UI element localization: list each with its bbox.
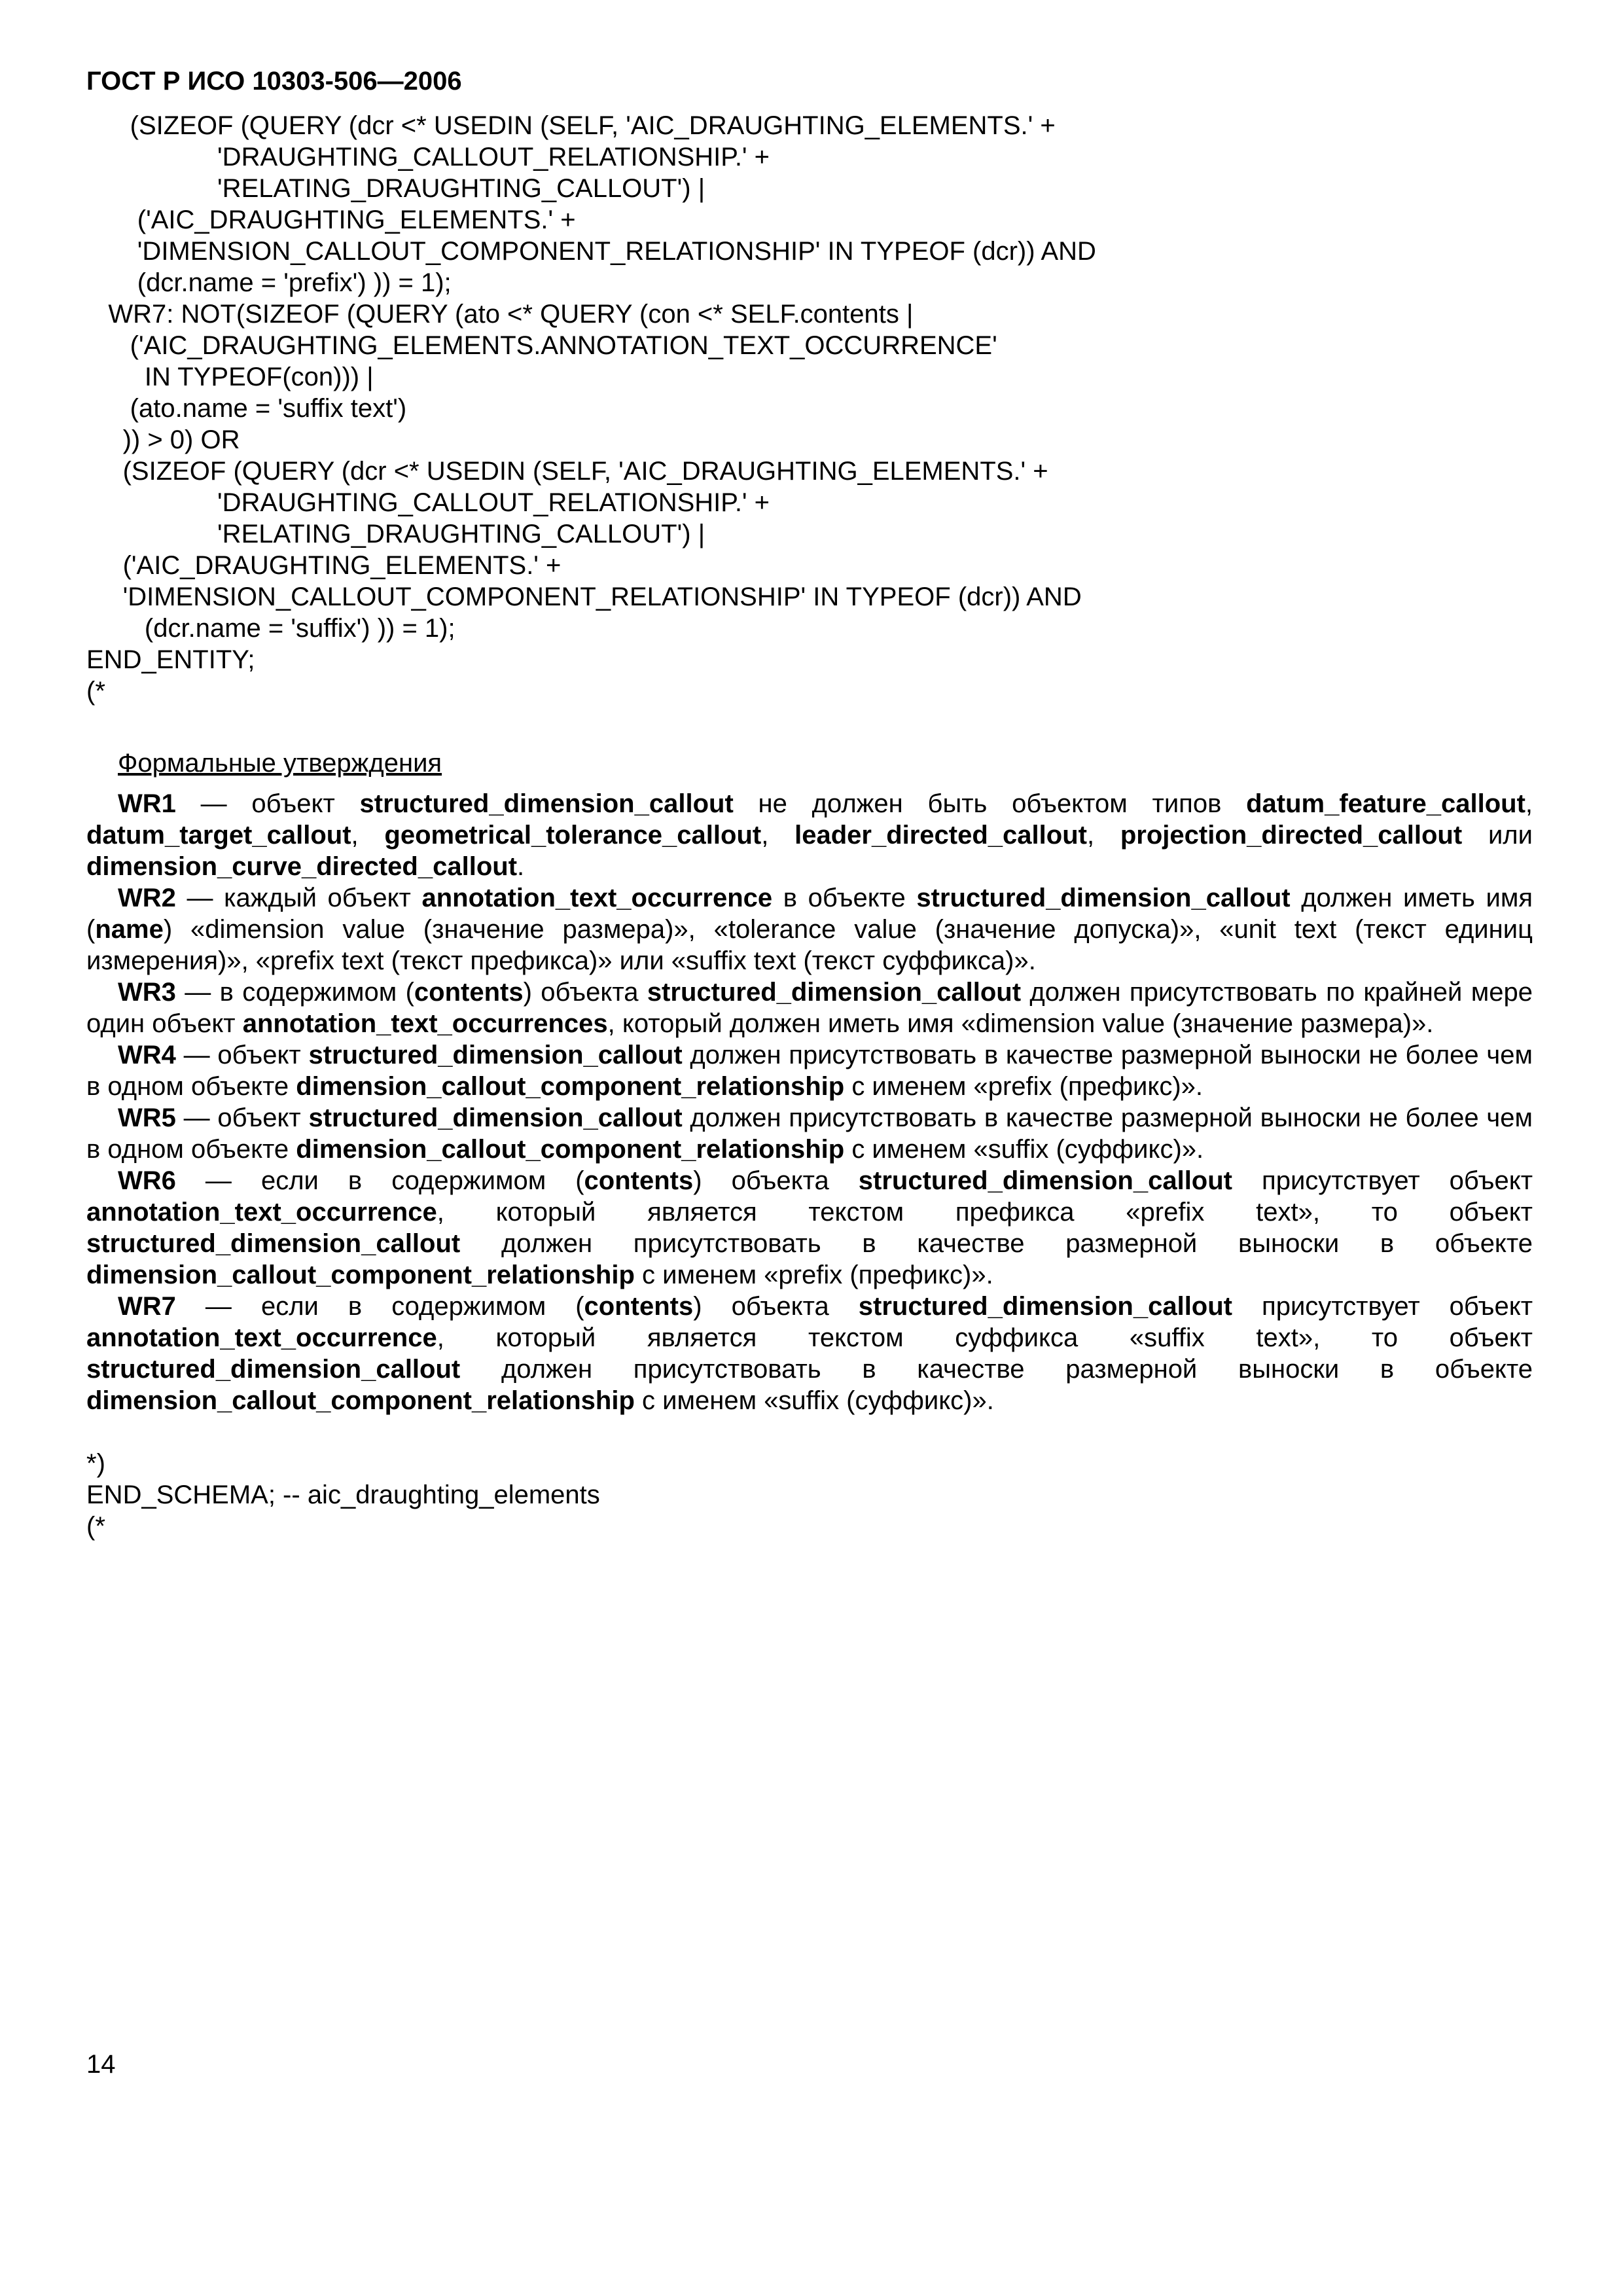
assertion-term: dimension_callout_component_relationship: [296, 1135, 845, 1164]
assertion-term: annotation_text_occurrence: [86, 1198, 437, 1227]
assertion-text: ) объекта: [523, 978, 647, 1007]
assertion-term: structured_dimension_callout: [359, 789, 734, 818]
formal-assertions-list: [86, 788, 1533, 1416]
assertion-text: , который должен иметь имя «dimension value (значение размера)».: [607, 1009, 1434, 1038]
assertion-text: с именем «suffix (суффикс)».: [634, 1386, 994, 1415]
assertion-term: dimension_curve_directed_callout: [86, 852, 518, 881]
code-line: (*: [86, 1512, 105, 1541]
assertion-term: WR4: [118, 1041, 176, 1069]
code-line: IN TYPEOF(con))) |: [86, 363, 374, 391]
code-line: (ato.name = 'suffix text'): [86, 394, 407, 423]
assertion-text: ) «dimension value (значение размера)», «tolerance value (значение допуска)», «unit text (текст единиц измерения)», «prefix text (текст префикса)» или «suffix text (текст суффикса)».: [86, 915, 1533, 975]
code-line: 'DRAUGHTING_CALLOUT_RELATIONSHIP.' +: [86, 143, 770, 171]
assertion-term: contents: [584, 1166, 694, 1195]
assertion-term: annotation_text_occurrence: [421, 884, 773, 912]
assertion-term: structured_dimension_callout: [858, 1292, 1232, 1321]
assertion-text: должен присутствовать в качестве размерной выноски в объекте: [460, 1229, 1533, 1258]
assertion-text: с именем «prefix (префикс)».: [844, 1072, 1203, 1101]
assertion-text: должен иметь имя (: [86, 884, 1533, 944]
assertion-term: WR3: [118, 978, 176, 1007]
assertion-term: structured_dimension_callout: [86, 1229, 461, 1258]
code-line: (SIZEOF (QUERY (dcr <* USEDIN (SELF, 'AIC_DRAUGHTING_ELEMENTS.' +: [86, 111, 1056, 140]
assertion-text: не должен быть объектом типов: [733, 789, 1247, 818]
assertion-text: .: [517, 852, 525, 881]
assertion-text: — объект: [175, 1041, 309, 1069]
code-line: (dcr.name = 'prefix') )) = 1);: [86, 268, 452, 297]
assertion-text: , который является текстом префикса «prefix text», то объект: [437, 1198, 1533, 1227]
code-line: WR7: NOT(SIZEOF (QUERY (ato <* QUERY (con <* SELF.contents |: [86, 300, 914, 329]
assertion-term: dimension_callout_component_relationship: [86, 1386, 635, 1415]
assertion-text: — если в содержимом (: [175, 1292, 584, 1321]
assertion-term: annotation_text_occurrences: [242, 1009, 608, 1038]
assertion-term: WR5: [118, 1103, 176, 1132]
code-line: END_ENTITY;: [86, 645, 255, 674]
assertion-text: , который является текстом суффикса «suffix text», то объект: [437, 1323, 1533, 1352]
assertion-paragraph: [86, 1291, 1533, 1416]
assertion-text: — объект: [175, 1103, 309, 1132]
code-line: 'DIMENSION_CALLOUT_COMPONENT_RELATIONSHIP' IN TYPEOF (dcr)) AND: [86, 237, 1096, 266]
code-line: 'DRAUGHTING_CALLOUT_RELATIONSHIP.' +: [86, 488, 770, 517]
assertion-text: — каждый объект: [175, 884, 422, 912]
section-title-text: Формальные утверждения: [118, 749, 442, 778]
assertion-paragraph: [86, 788, 1533, 882]
assertion-term: datum_feature_callout: [1246, 789, 1525, 818]
assertion-term: leader_directed_callout: [794, 821, 1087, 850]
assertion-term: WR2: [118, 884, 176, 912]
assertion-text: или: [1462, 821, 1533, 850]
code-line: ('AIC_DRAUGHTING_ELEMENTS.' +: [86, 551, 562, 580]
express-code-block-bottom: [86, 1448, 1533, 1542]
assertion-term: datum_target_callout: [86, 821, 351, 850]
assertion-text: должен присутствовать в качестве размерной выноски в объекте: [460, 1355, 1533, 1384]
code-line: (dcr.name = 'suffix') )) = 1);: [86, 614, 455, 643]
assertion-text: ) объекта: [693, 1166, 859, 1195]
assertion-text: должен присутствовать по крайней мере один объект: [86, 978, 1533, 1038]
assertion-term: structured_dimension_callout: [916, 884, 1291, 912]
assertion-term: geometrical_tolerance_callout: [384, 821, 762, 850]
code-line: 'DIMENSION_CALLOUT_COMPONENT_RELATIONSHIP' IN TYPEOF (dcr)) AND: [86, 583, 1082, 611]
assertion-term: name: [95, 915, 164, 944]
code-line: END_SCHEMA; -- aic_draughting_elements: [86, 1480, 600, 1509]
assertion-term: annotation_text_occurrence: [86, 1323, 437, 1352]
assertion-term: WR7: [118, 1292, 176, 1321]
assertion-term: WR1: [118, 789, 176, 818]
assertion-term: WR6: [118, 1166, 176, 1195]
assertion-text: в объекте: [772, 884, 917, 912]
assertion-text: ,: [1086, 821, 1120, 850]
assertion-paragraph: [86, 1039, 1533, 1102]
assertion-term: structured_dimension_callout: [858, 1166, 1232, 1195]
assertion-term: contents: [584, 1292, 694, 1321]
code-line: ('AIC_DRAUGHTING_ELEMENTS.ANNOTATION_TEXT_OCCURRENCE': [86, 331, 997, 360]
code-line: 'RELATING_DRAUGHTING_CALLOUT') |: [86, 520, 705, 548]
assertion-term: structured_dimension_callout: [86, 1355, 461, 1384]
assertion-term: contents: [414, 978, 524, 1007]
assertion-text: — объект: [175, 789, 360, 818]
assertion-paragraph: [86, 1165, 1533, 1291]
assertion-text: присутствует объект: [1232, 1292, 1533, 1321]
assertion-text: — если в содержимом (: [175, 1166, 584, 1195]
code-line: (SIZEOF (QUERY (dcr <* USEDIN (SELF, 'AIC_DRAUGHTING_ELEMENTS.' +: [86, 457, 1048, 486]
code-line: (*: [86, 677, 105, 706]
assertion-term: structured_dimension_callout: [647, 978, 1022, 1007]
assertion-term: dimension_callout_component_relationship: [86, 1261, 635, 1289]
assertion-term: structured_dimension_callout: [308, 1103, 683, 1132]
assertion-text: ,: [1525, 789, 1533, 818]
code-line: *): [86, 1449, 105, 1478]
assertion-text: должен присутствовать в качестве размерной выноски не более чем в одном объекте: [86, 1041, 1533, 1101]
code-line: 'RELATING_DRAUGHTING_CALLOUT') |: [86, 174, 705, 203]
assertion-paragraph: [86, 1102, 1533, 1165]
assertion-text: присутствует объект: [1232, 1166, 1533, 1195]
assertion-text: ) объекта: [693, 1292, 859, 1321]
assertion-text: ,: [351, 821, 385, 850]
code-line: )) > 0) OR: [86, 425, 240, 454]
assertion-term: dimension_callout_component_relationship: [296, 1072, 845, 1101]
assertion-term: structured_dimension_callout: [308, 1041, 683, 1069]
assertion-text: с именем «suffix (суффикс)».: [844, 1135, 1204, 1164]
assertion-text: должен присутствовать в качестве размерной выноски не более чем в одном объекте: [86, 1103, 1533, 1164]
code-line: ('AIC_DRAUGHTING_ELEMENTS.' +: [86, 206, 576, 234]
assertion-text: с именем «prefix (префикс)».: [634, 1261, 993, 1289]
assertion-text: ,: [761, 821, 795, 850]
page-header: ГОСТ Р ИСО 10303-506—2006: [86, 67, 462, 96]
assertion-paragraph: [86, 977, 1533, 1039]
express-code-block-top: [86, 110, 1533, 707]
page-number: 14: [86, 2050, 116, 2079]
assertion-paragraph: [86, 882, 1533, 977]
section-title: [86, 747, 1533, 779]
page-content: [86, 110, 1533, 1542]
assertion-term: projection_directed_callout: [1120, 821, 1463, 850]
assertion-text: — в содержимом (: [175, 978, 414, 1007]
